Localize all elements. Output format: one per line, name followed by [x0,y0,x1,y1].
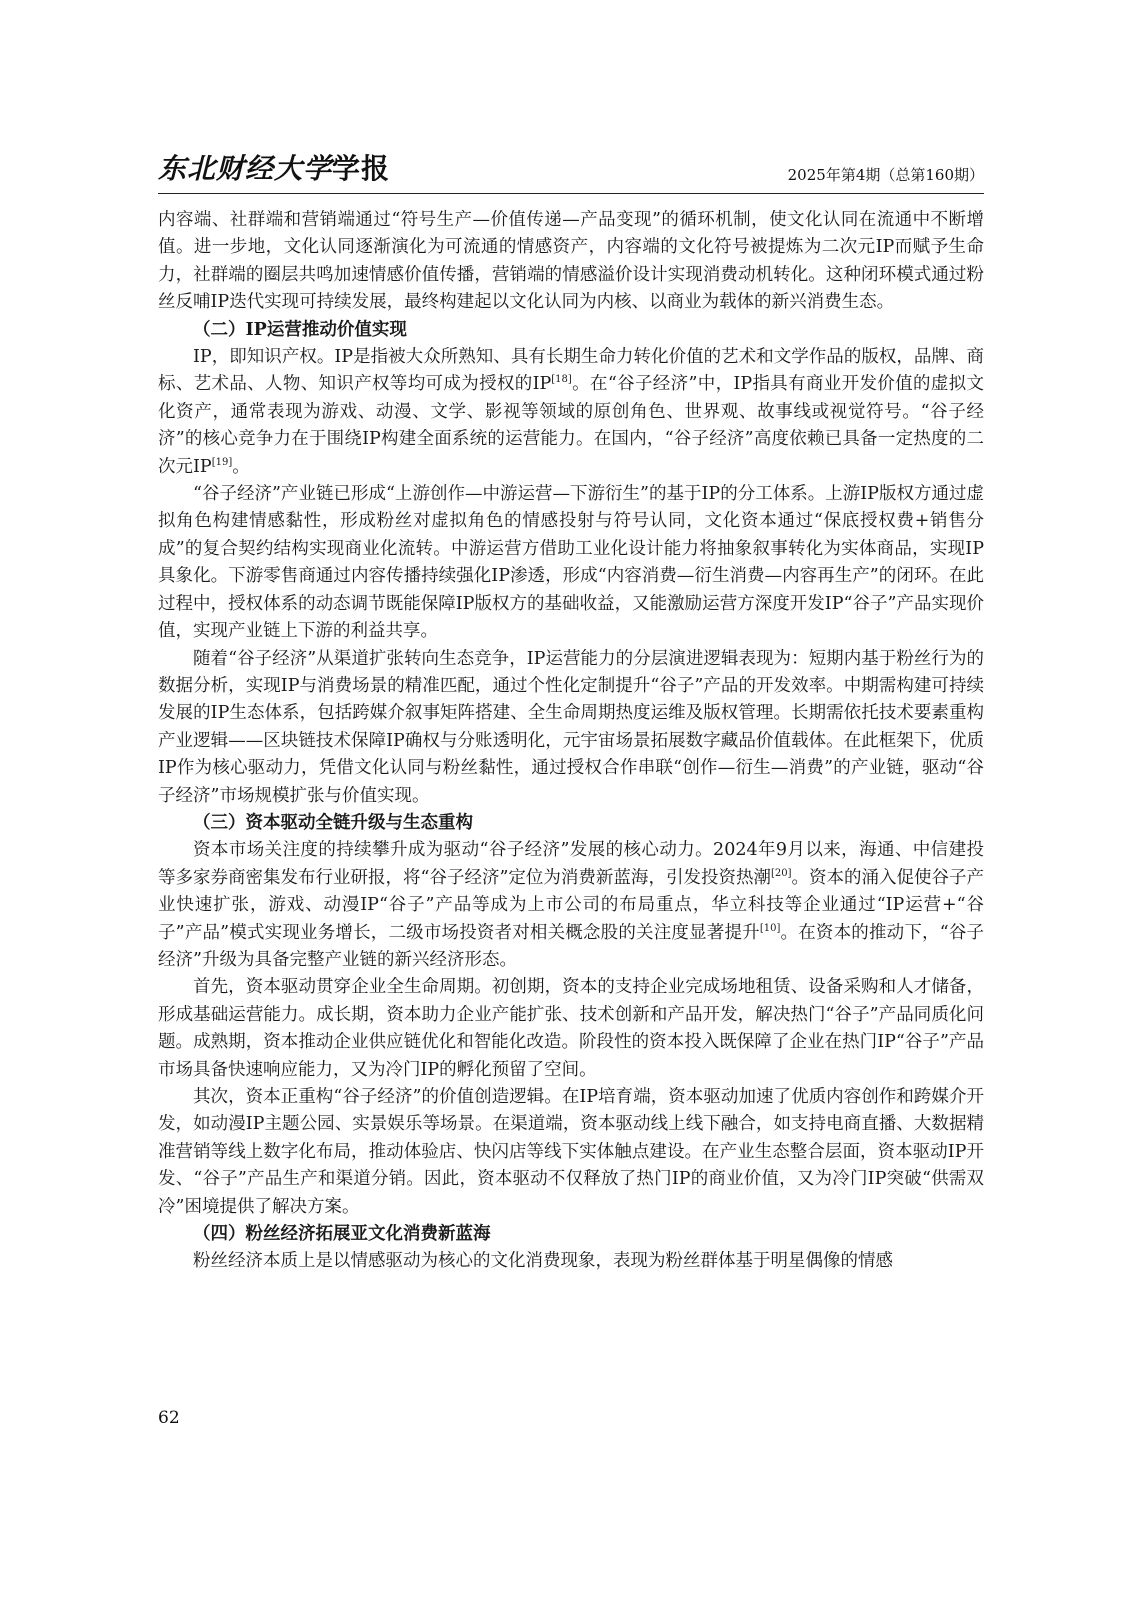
issue-info: 2025年第4期（总第160期） [787,166,984,184]
paragraph: “谷子经济”产业链已形成“上游创作—中游运营—下游衍生”的基于IP的分工体系。上游IP版权方通过虚拟角色构建情感黏性，形成粉丝对虚拟角色的情感投射与符号认同，文化资本通过“保底授权费+销售分成”的复合契约结构实现商业化流转。中游运营方借助工业化设计能力将抽象叙事转化为实体商品，实现IP具象化。下游零售商通过内容传播持续强化IP渗透，形成“内容消费—衍生消费—内容再生产”的闭环。在此过程中，授权体系的动态调节既能保障IP版权方的基础收益，又能激励运营方深度开发IP“谷子”产品实现价值，实现产业链上下游的利益共享。 [158,484,984,642]
section-heading: （二）IP运营推动价值实现 [193,319,407,340]
citation: [18] [551,374,572,386]
paragraph-text: IP，即知识产权。IP是指被大众所熟知、具有长期生命力转化价值的艺术和文学作品的版权，品牌、商标、艺术品、人物、知识产权等均可成为授权的IP [158,347,984,395]
paragraph [158,837,984,974]
paragraph-text: 。在“谷子经济”中，IP指具有商业开发价值的虚拟文化资产，通常表现为游戏、动漫、文学、影视等领域的原创角色、世界观、故事线或视觉符号。“谷子经济”的核心竞争力在于围绕IP构建全面系统的运营能力。在国内，“谷子经济”高度依赖已具备一定热度的二次元IP [158,374,984,477]
citation: [19] [211,456,233,468]
section-heading: （三）资本驱动全链升级与生态重构 [193,812,473,833]
article-body [158,207,984,1276]
page-number: 62 [158,1408,180,1428]
paragraph: 粉丝经济本质上是以情感驱动为核心的文化消费现象，表现为粉丝群体基于明星偶像的情感 [193,1251,893,1272]
paragraph: 随着“谷子经济”从渠道扩张转向生态竞争，IP运营能力的分层演进逻辑表现为：短期内基于粉丝行为的数据分析，实现IP与消费场景的精准匹配，通过个性化定制提升“谷子”产品的开发效率。中期需构建可持续发展的IP生态体系，包括跨媒介叙事矩阵搭建、全生命周期热度运维及版权管理。长期需依托技术要素重构产业逻辑——区块链技术保障IP确权与分账透明化，元宇宙场景拓展数字藏品价值载体。在此框架下，优质IP作为核心驱动力，凭借文化认同与粉丝黏性，通过授权合作串联“创作—衍生—消费”的产业链，驱动“谷子经济”市场规模扩张与价值实现。 [158,648,984,806]
paragraph-text: 。在资本的推动下，“谷子经济”升级为具备完整产业链的新兴经济形态。 [158,922,985,970]
journal-name-calligraphy: 东北财经大学 [158,152,333,185]
journal-name-suffix: 学报 [332,152,391,185]
citation: [20] [770,867,792,879]
paragraph: 首先，资本驱动贯穿企业全生命周期。初创期，资本的支持企业完成场地租赁、设备采购和人才储备，形成基础运营能力。成长期，资本助力企业产能扩张、技术创新和产品开发，解决热门“谷子”产品同质化问题。成熟期，资本推动企业供应链优化和智能化改造。阶段性的资本投入既保障了企业在热门IP“谷子”产品市场具备快速响应能力，又为冷门IP的孵化预留了空间。 [158,977,984,1080]
paragraph: 其次，资本正重构“谷子经济”的价值创造逻辑。在IP培育端，资本驱动加速了优质内容创作和跨媒介开发，如动漫IP主题公园、实景娱乐等场景。在渠道端，资本驱动线上线下融合，如支持电商直播、大数据精准营销等线上数字化布局，推动体验店、快闪店等线下实体触点建设。在产业生态整合层面，资本驱动IP开发、“谷子”产品生产和渠道分销。因此，资本驱动不仅释放了热门IP的商业价值，又为冷门IP突破“供需双冷”困境提供了解决方案。 [158,1087,984,1217]
paragraph: 内容端、社群端和营销端通过“符号生产—价值传递—产品变现”的循环机制，使文化认同在流通中不断增值。进一步地，文化认同逐渐演化为可流通的情感资产，内容端的文化符号被提炼为二次元IP而赋予生命力，社群端的圈层共鸣加速情感价值传播，营销端的情感溢价设计实现消费动机转化。这种闭环模式通过粉丝反哺IP迭代实现可持续发展，最终构建起以文化认同为内核、以商业为载体的新兴消费生态。 [158,210,984,313]
section-heading: （四）粉丝经济拓展亚文化消费新蓝海 [193,1224,491,1245]
header-divider [158,193,984,194]
paragraph [158,344,984,481]
paragraph-text: 。资本的涌入促使谷子产业快速扩张，游戏、动漫IP“谷子”产品等成为上市公司的布局重点，华立科技等企业通过“IP运营+“谷子”产品”模式实现业务增长，二级市场投资者对相关概念股的关注度显著提升 [158,867,985,943]
paragraph-text: 资本市场关注度的持续攀升成为驱动“谷子经济”发展的核心动力。2024年9月以来，海通、中信建投等多家券商密集发布行业研报，将“谷子经济”定位为消费新蓝海，引发投资热潮 [158,840,984,888]
citation: [10] [759,922,781,934]
paragraph-text: 。 [232,456,250,477]
journal-title [158,147,390,187]
running-header [158,152,984,191]
